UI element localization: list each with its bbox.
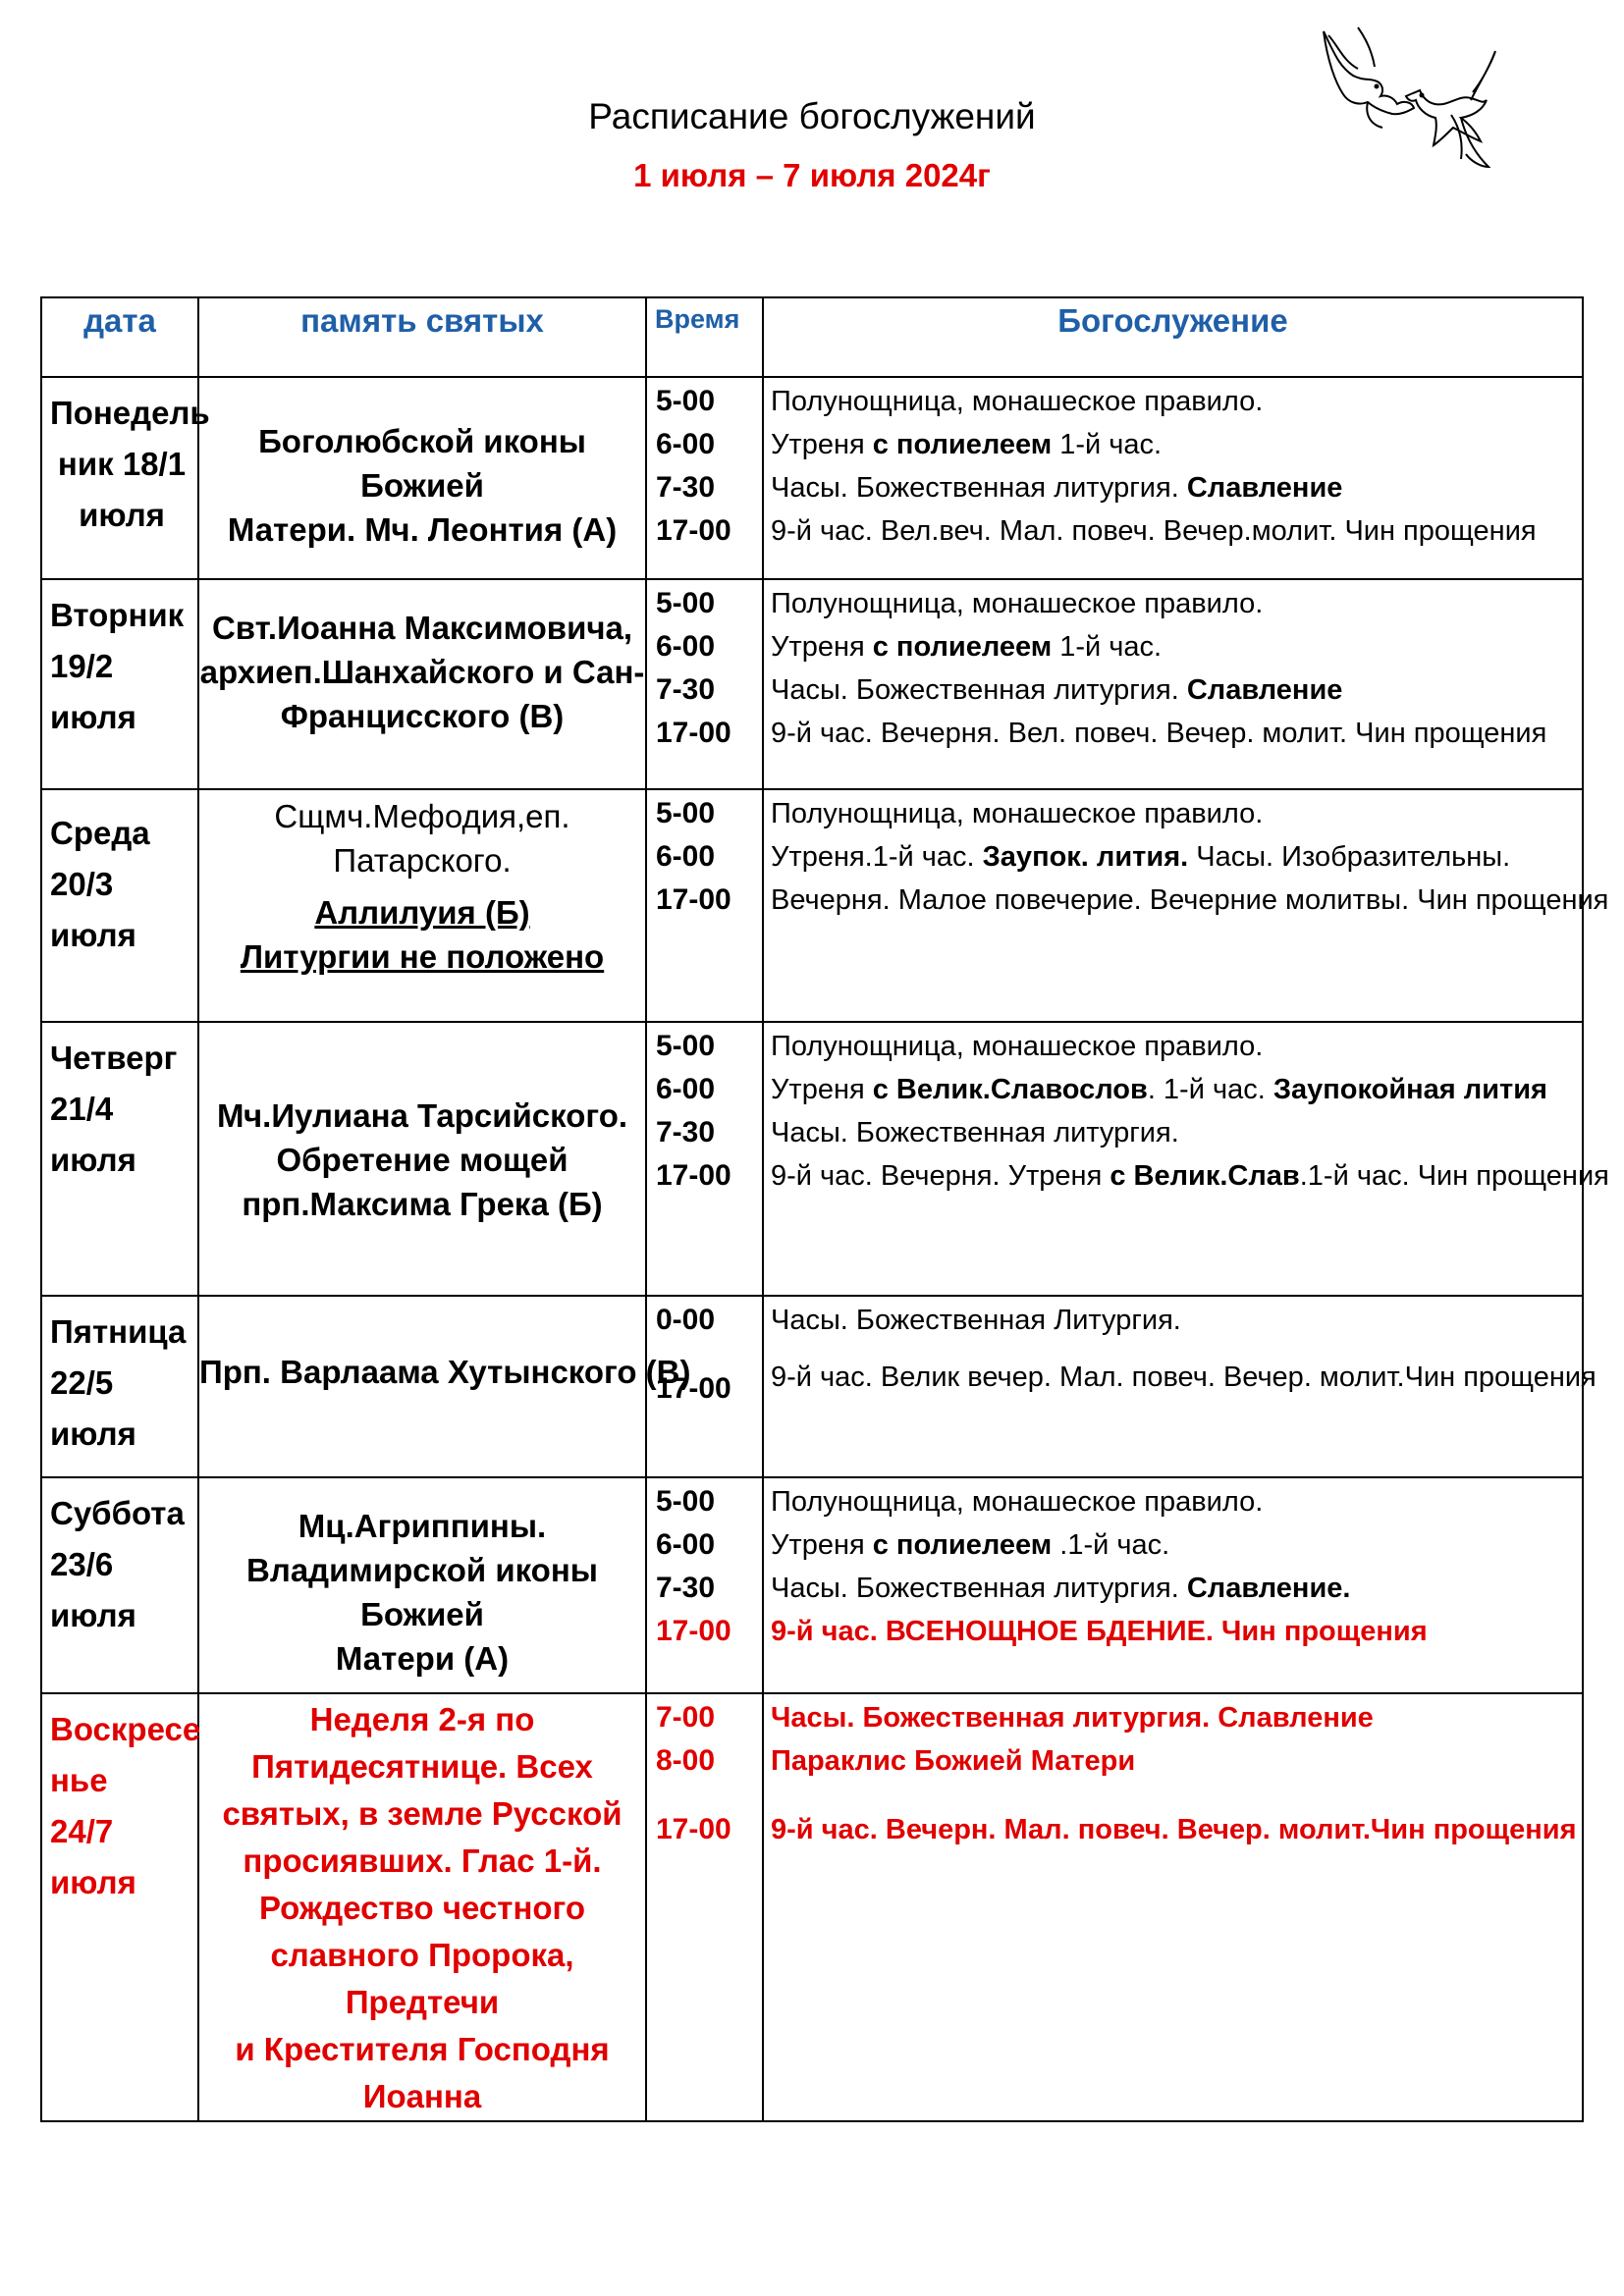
saint-cell: Свт.Иоанна Максимовича, архиеп.Шанхайского и Сан- Францисского (В) <box>198 579 646 789</box>
table-row <box>41 1296 1583 1477</box>
saint-cell: Мч.Иулиана Тарсийского. Обретение мощей прп.Максима Грека (Б) <box>198 1022 646 1296</box>
schedule-table <box>40 296 1609 2122</box>
column-header-date: дата <box>41 297 198 377</box>
day-cell: Вторник 19/2 июля <box>41 579 198 789</box>
day-cell: Среда 20/3 июля <box>41 789 198 1022</box>
service-cell: Часы. Божественная литургия. Славление Параклис Божией Матери 9-й час. Вечерн. Мал. повеч. Вечер. молит.Чин прощения <box>763 1693 1583 2121</box>
time-cell: 5-00 6-00 17-00 <box>646 789 763 1022</box>
table-row <box>41 377 1583 579</box>
service-cell: Полунощница, монашеское правило. Утреня.1-й час. Заупок. лития. Часы. Изобразительны. Вечерня. Малое повечерие. Вечерние молитвы. Чин прощения <box>763 789 1583 1022</box>
day-cell: Пятница 22/5 июля <box>41 1296 198 1477</box>
service-cell: Полунощница, монашеское правило. Утреня с полиелеем 1-й час. Часы. Божественная литургия. Славление 9-й час. Вел.веч. Мал. повеч. Вечер.молит. Чин прощения <box>763 377 1583 579</box>
saint-cell: Неделя 2-я по Пятидесятнице. Всех святых, в земле Русской просиявших. Глас 1-й. Рождество честного славного Пророка, Предтечи и Крестителя Господня Иоанна <box>198 1693 646 2121</box>
service-cell: Полунощница, монашеское правило. Утреня с полиелеем .1-й час. Часы. Божественная литургия. Славление. 9-й час. ВСЕНОЩНОЕ БДЕНИЕ. Чин прощения <box>763 1477 1583 1693</box>
time-cell: 5-00 6-00 7-30 17-00 <box>646 1022 763 1296</box>
doves-icon <box>1314 22 1500 177</box>
table-header-row <box>41 297 1583 377</box>
time-cell: 5-00 6-00 7-30 17-00 <box>646 579 763 789</box>
saint-cell: Мц.Агриппины. Владимирской иконы Божией Матери (А) <box>198 1477 646 1693</box>
date-range: 1 июля – 7 июля 2024г <box>633 157 991 193</box>
saint-cell: Сщмч.Мефодия,еп. Патарского. Аллилуия (Б) Литургии не положено <box>198 789 646 1022</box>
day-cell: Воскресе нье 24/7 июля <box>41 1693 198 2121</box>
time-cell: 5-00 6-00 7-30 17-00 <box>646 377 763 579</box>
service-cell: Часы. Божественная Литургия. 9-й час. Велик вечер. Мал. повеч. Вечер. молит.Чин прощения <box>763 1296 1583 1477</box>
day-cell: Суббота 23/6 июля <box>41 1477 198 1693</box>
no-liturgy-note: Литургии не положено <box>240 938 605 975</box>
day-cell: Понедель ник 18/1 июля <box>41 377 198 579</box>
time-cell: 7-00 8-00 17-00 <box>646 1693 763 2121</box>
table-row <box>41 1477 1583 1693</box>
table-row <box>41 1693 1583 2121</box>
alleluia-note: Аллилуия (Б) <box>314 894 530 931</box>
column-header-saints: память святых <box>198 297 646 377</box>
service-cell: Полунощница, монашеское правило. Утреня с Велик.Славослов. 1-й час. Заупокойная лития Часы. Божественная литургия. 9-й час. Вечерня. Утреня с Велик.Слав.1-й час. Чин прощения <box>763 1022 1583 1296</box>
saint-cell: Прп. Варлаама Хутынского (В) <box>198 1296 646 1477</box>
day-cell: Четверг 21/4 июля <box>41 1022 198 1296</box>
column-header-time: Время <box>646 297 763 377</box>
time-cell: 0-00 17-00 <box>646 1296 763 1477</box>
table-row <box>41 1022 1583 1296</box>
page-title: Расписание богослужений <box>588 96 1036 136</box>
saint-cell: Боголюбской иконы Божией Матери. Мч. Леонтия (А) <box>198 377 646 579</box>
service-cell: Полунощница, монашеское правило. Утреня с полиелеем 1-й час. Часы. Божественная литургия. Славление 9-й час. Вечерня. Вел. повеч. Вечер. молит. Чин прощения <box>763 579 1583 789</box>
column-header-service: Богослужение <box>763 297 1583 377</box>
time-cell: 5-00 6-00 7-30 17-00 <box>646 1477 763 1693</box>
table-row <box>41 789 1583 1022</box>
table-row <box>41 579 1583 789</box>
